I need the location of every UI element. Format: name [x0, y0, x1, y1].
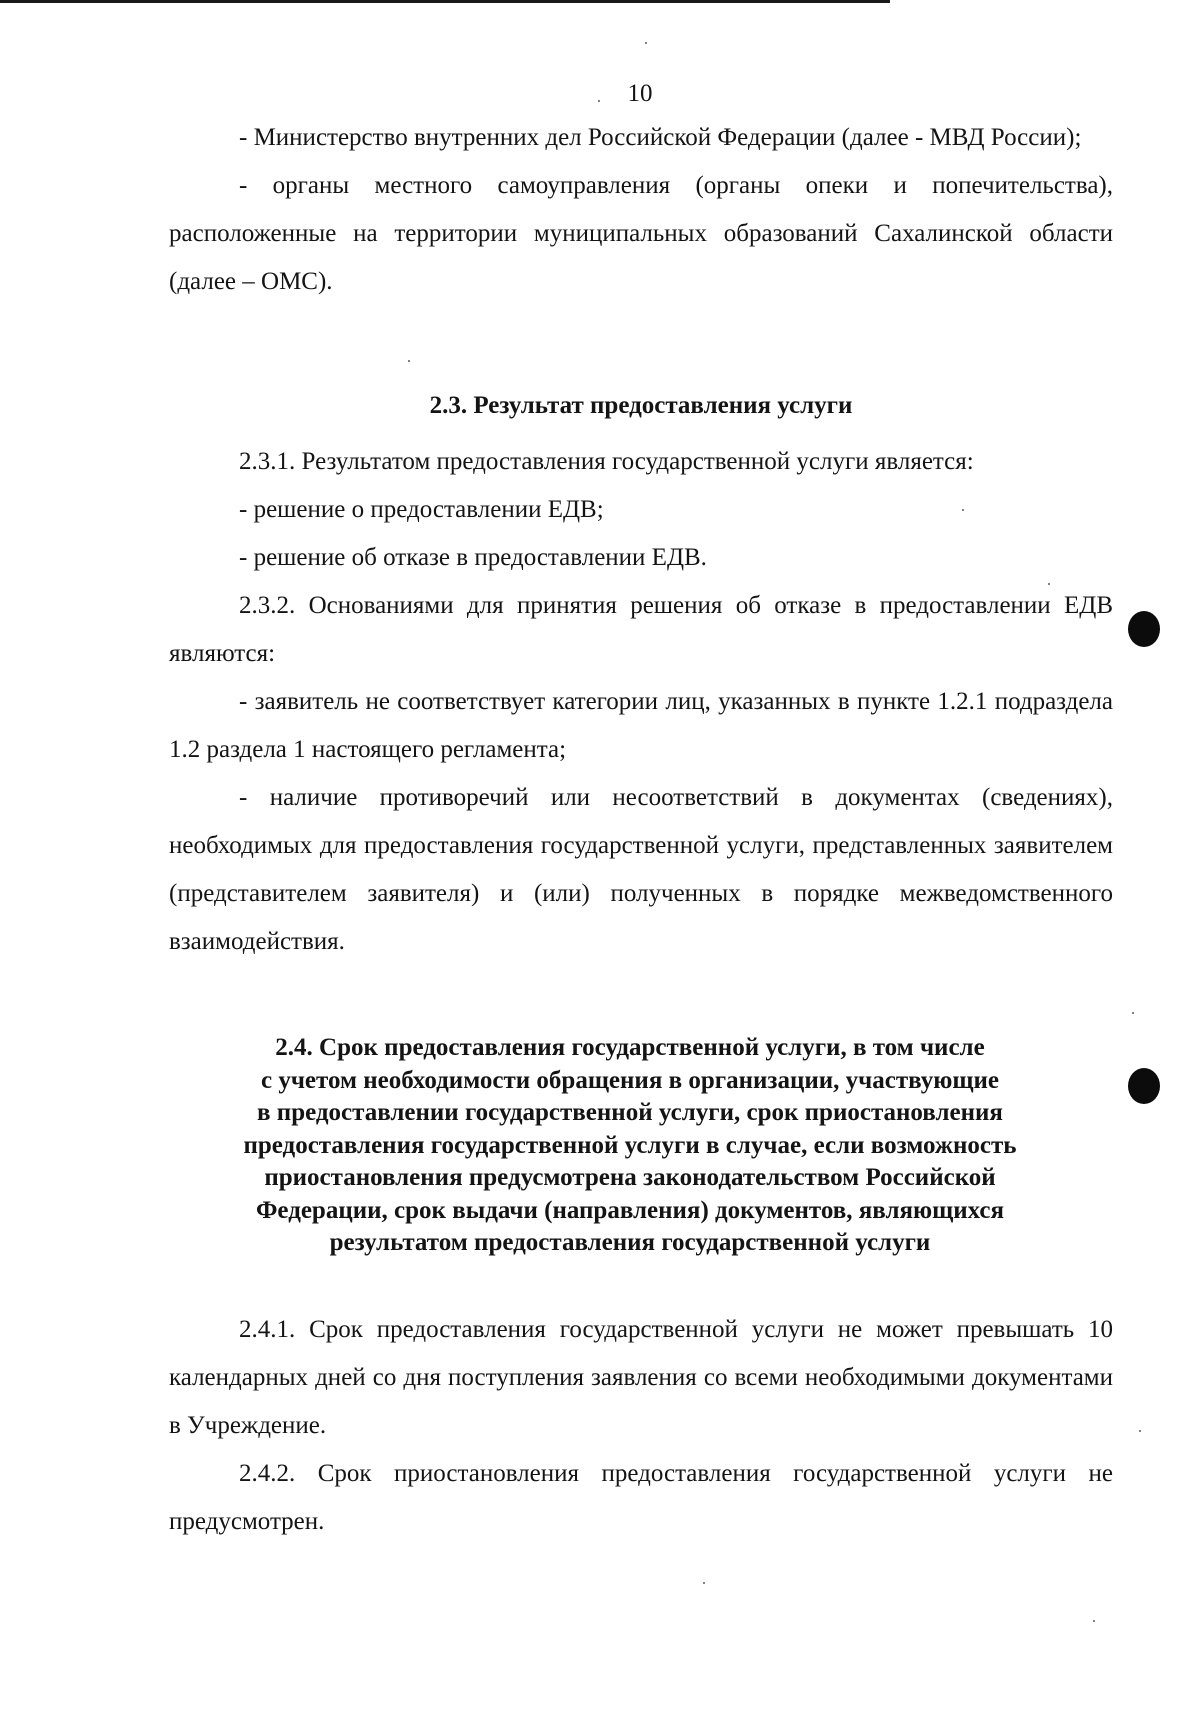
intro-block — [169, 114, 1113, 306]
list-item-contradictions: - наличие противоречий или несоответствий в документах (сведениях), необходимых для предоставления государственной услуги, представленных заявителем (представителем заявителя) и (или) полученных в порядке межведомственного взаимодействия. — [169, 784, 1113, 955]
scan-speck — [703, 1582, 705, 1584]
paragraph-2-4-2: 2.4.2. Срок приостановления предоставления государственной услуги не предусмотрен. — [169, 1460, 1113, 1535]
scan-speck — [1048, 583, 1050, 585]
hole-punch-mark — [1128, 1068, 1160, 1104]
heading-line: предоставления государственной услуги в случае, если возможность — [243, 1131, 1017, 1159]
section-2-3-heading: 2.3. Результат предоставления услуги — [429, 392, 853, 419]
section-2-4-body — [169, 1306, 1113, 1546]
scan-speck — [962, 509, 964, 511]
paragraph-2-3-2: 2.3.2. Основаниями для принятия решения об отказе в предоставлении ЕДВ являются: — [169, 592, 1113, 667]
paragraph-oms: - органы местного самоуправления (органы опеки и попечительства), расположенные на территории муниципальных образований Сахалинской области (далее – ОМС). — [169, 172, 1113, 295]
scan-speck — [645, 42, 647, 44]
list-item-grant: - решение о предоставлении ЕДВ; — [239, 496, 604, 523]
scan-speck — [1132, 1012, 1134, 1014]
section-2-3-heading-block — [169, 382, 1113, 430]
scan-speck — [1139, 1430, 1141, 1432]
section-2-4-heading — [190, 1032, 1070, 1260]
hole-punch-mark — [1128, 611, 1160, 647]
scan-speck — [408, 360, 410, 362]
heading-line: с учетом необходимости обращения в организации, участвующие — [260, 1066, 1000, 1094]
scan-speck — [1093, 1620, 1095, 1622]
page-number: 10 — [627, 80, 653, 107]
paragraph-2-4-1: 2.4.1. Срок предоставления государственной услуги не может превышать 10 календарных дней со дня поступления заявления со всеми необходимыми документами в Учреждение. — [169, 1316, 1113, 1439]
heading-line: Федерации, срок выдачи (направления) документов, являющихся — [255, 1196, 1005, 1224]
list-item-category: - заявитель не соответствует категории лиц, указанных в пункте 1.2.1 подраздела 1.2 раздела 1 настоящего регламента; — [169, 688, 1113, 763]
scan-speck — [598, 100, 600, 102]
heading-line: в предоставлении государственной услуги, срок приостановления — [257, 1099, 1003, 1126]
top-rule — [0, 0, 890, 3]
section-2-3-body — [169, 438, 1113, 966]
paragraph-mvd: - Министерство внутренних дел Российской Федерации (далее - МВД России); — [239, 124, 1082, 151]
heading-line: результатом предоставления государственной услуги — [329, 1229, 931, 1256]
heading-line: 2.4. Срок предоставления государственной услуги, в том числе — [275, 1034, 985, 1061]
paragraph-2-3-1: 2.3.1. Результатом предоставления государственной услуги является: — [239, 448, 974, 475]
list-item-refusal: - решение об отказе в предоставлении ЕДВ. — [239, 544, 707, 571]
heading-line: приостановления предусмотрена законодательством Российской — [264, 1164, 996, 1191]
